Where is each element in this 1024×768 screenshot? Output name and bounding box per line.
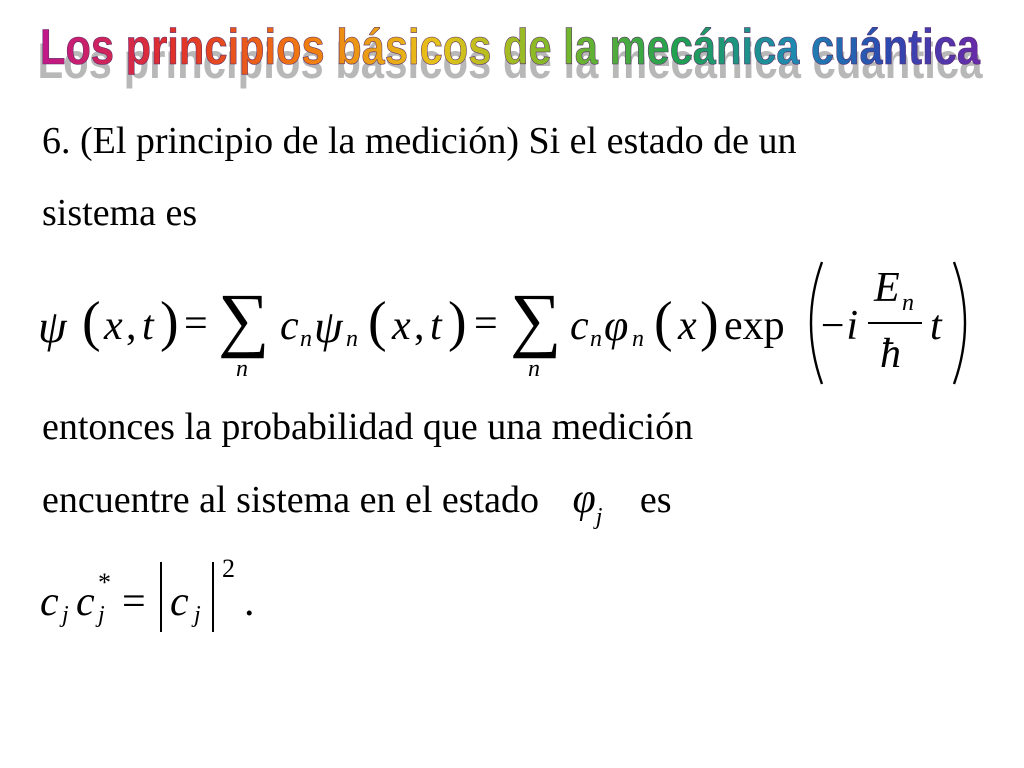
- phi-symbol: φ: [604, 301, 629, 350]
- fraction-bar: [868, 322, 922, 324]
- text-line-3: entonces la probabilidad que una medición: [42, 406, 694, 448]
- text-line-2: sistema es: [42, 192, 198, 234]
- equation-probability: [0, 550, 1024, 640]
- sub-n: n: [590, 326, 602, 352]
- sub-j: j: [98, 602, 105, 628]
- comma: ,: [126, 303, 137, 349]
- paren-close: ): [700, 291, 719, 353]
- sum-index: n: [528, 356, 540, 382]
- comma: ,: [414, 303, 425, 349]
- paren-close: ): [160, 291, 179, 353]
- power-2: 2: [222, 554, 235, 583]
- coef-c: c: [280, 303, 299, 349]
- var-t: t: [930, 303, 942, 349]
- hbar-symbol: ħ: [880, 331, 901, 377]
- sub-n: n: [300, 326, 312, 352]
- paren-close: ): [448, 291, 467, 353]
- abs-bar-right: [212, 562, 214, 632]
- sum-symbol: ∑: [218, 279, 270, 359]
- sum-index: n: [236, 356, 248, 382]
- sub-j: j: [194, 602, 201, 628]
- period: .: [244, 579, 255, 625]
- text-line-4-start: encuentre al sistema en el estado: [42, 479, 539, 521]
- var-x: x: [678, 303, 697, 349]
- equation-wavefunction: [0, 250, 1024, 390]
- minus-i: −i: [818, 303, 859, 349]
- sum-symbol: ∑: [510, 279, 562, 359]
- abs-bar-left: [160, 562, 162, 632]
- equals-sign: =: [184, 301, 208, 347]
- paren-open: (: [654, 291, 673, 353]
- sub-n: n: [346, 326, 358, 352]
- title-wordart: [0, 0, 1024, 90]
- coef-c: c: [40, 579, 59, 625]
- psi-symbol: ψ: [314, 301, 343, 352]
- slide-title: [0, 0, 1024, 90]
- sub-n: n: [902, 290, 914, 316]
- psi-symbol: ψ: [38, 301, 67, 352]
- text-line-4-end: es: [639, 479, 672, 521]
- energy-E: E: [874, 265, 900, 311]
- coef-c: c: [170, 579, 189, 625]
- sub-n: n: [632, 326, 644, 352]
- coef-c: c: [76, 579, 95, 625]
- exp-function: exp: [724, 303, 785, 349]
- var-t: t: [142, 303, 154, 349]
- var-t: t: [430, 303, 442, 349]
- paren-open: (: [82, 291, 101, 353]
- title-shadow: Los principios básicos de la mecánica cuántica: [37, 33, 984, 89]
- inline-sub-j: j: [595, 504, 603, 530]
- paren-open: (: [368, 291, 387, 353]
- text-line-1: 6. (El principio de la medición) Si el estado de un: [42, 120, 797, 162]
- var-x: x: [392, 303, 411, 349]
- equals-sign: =: [474, 301, 498, 347]
- text-line-4: [42, 478, 672, 529]
- sub-j: j: [62, 602, 69, 628]
- title-text: Los principios básicos de la mecánica cuántica: [40, 19, 981, 75]
- coef-c: c: [570, 303, 589, 349]
- equals-sign: =: [122, 579, 146, 625]
- big-paren-close: [950, 258, 980, 388]
- inline-phi: φ: [572, 476, 596, 522]
- var-x: x: [104, 303, 123, 349]
- conjugate-star: *: [98, 568, 111, 597]
